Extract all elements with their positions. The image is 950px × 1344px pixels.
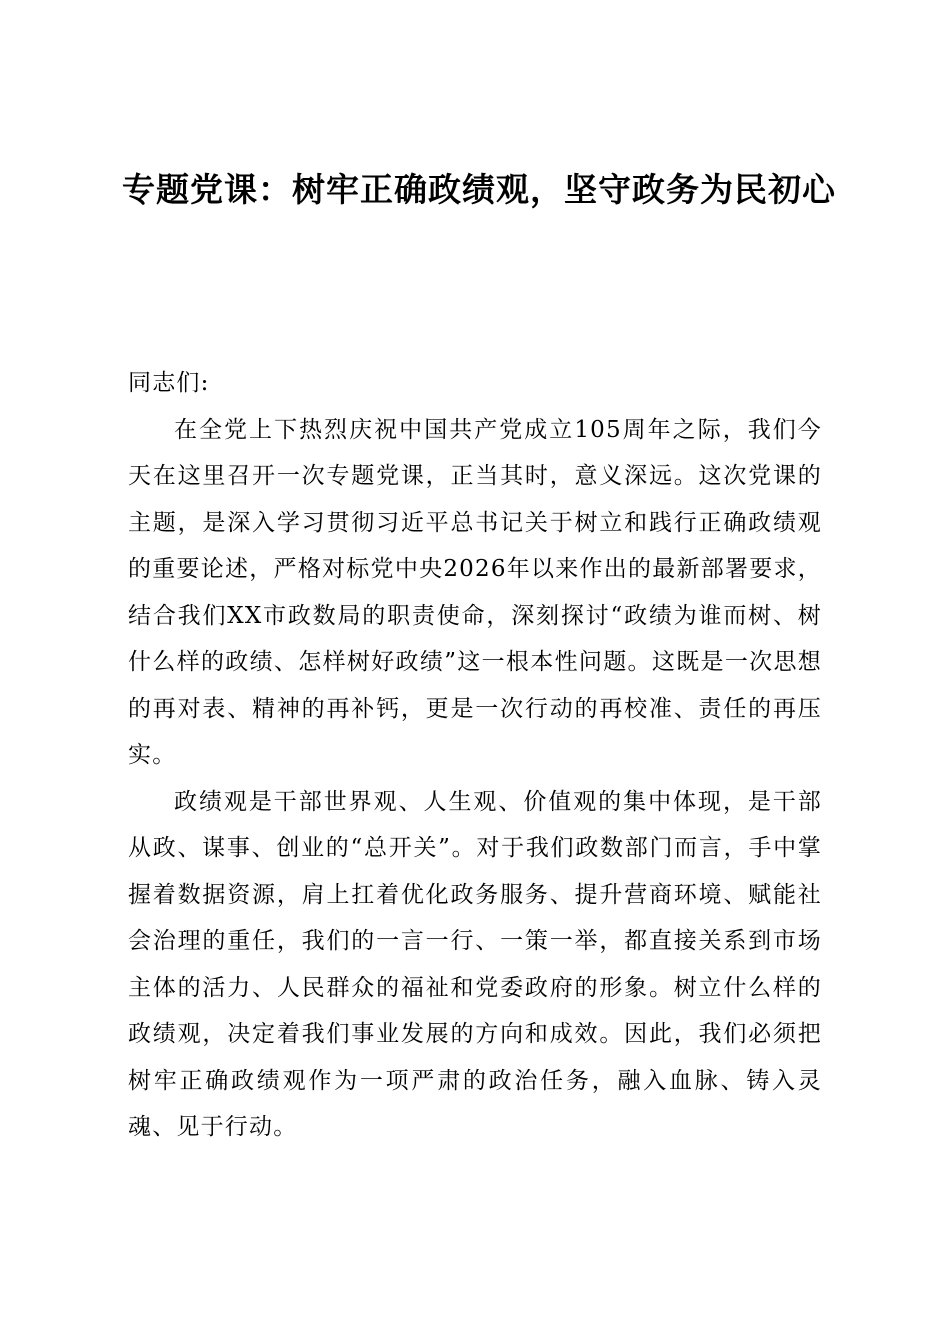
document-title: 专题党课：树牢正确政绩观，坚守政务为民初心	[122, 170, 836, 209]
paragraph-2: 政绩观是干部世界观、人生观、价值观的集中体现，是干部从政、谋事、创业的“总开关”。对于我们政数部门而言，手中掌握着数据资源，肩上扛着优化政务服务、提升营商环境、赋能社会治理的重任，我们的一言一行、一策一举，都直接关系到市场主体的活力、人民群众的福祉和党委政府的形象。树立什么样的政绩观，决定着我们事业发展的方向和成效。因此，我们必须把树牢正确政绩观作为一项严肃的政治任务，融入血脉、铸入灵魂、见于行动。	[128, 788, 822, 1140]
paragraph-1: 在全党上下热烈庆祝中国共产党成立105周年之际，我们今天在这里召开一次专题党课，正当其时，意义深远。这次党课的主题，是深入学习贯彻习近平总书记关于树立和践行正确政绩观的重要论述，严格对标党中央2026年以来作出的最新部署要求，结合我们XX市政数局的职责使命，深刻探讨“政绩为谁而树、树什么样的政绩、怎样树好政绩”这一根本性问题。这既是一次思想的再对表、精神的再补钙，更是一次行动的再校准、责任的再压实。	[128, 416, 822, 768]
salutation: 同志们:	[128, 370, 210, 396]
document-body	[128, 360, 822, 1151]
